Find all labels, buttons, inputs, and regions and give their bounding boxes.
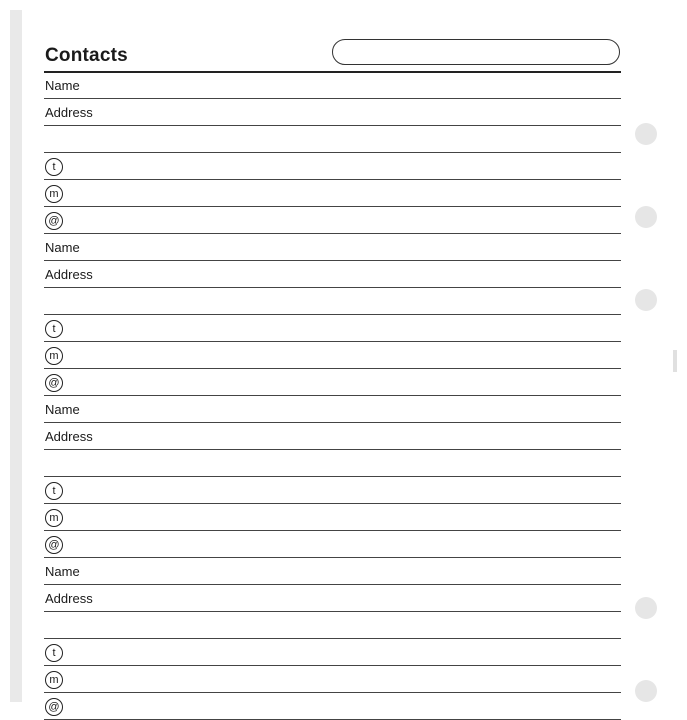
mobile-row[interactable] <box>44 180 621 207</box>
binder-spine <box>10 10 22 702</box>
mobile-row[interactable] <box>44 666 621 693</box>
mobile-row[interactable] <box>44 342 621 369</box>
mobile-icon: m <box>45 509 63 527</box>
telephone-icon: t <box>45 644 63 662</box>
contact-list <box>44 72 621 720</box>
email-icon: @ <box>45 536 63 554</box>
email-icon: @ <box>45 374 63 392</box>
punch-hole <box>635 206 657 228</box>
mobile-icon: m <box>45 347 63 365</box>
address-row[interactable] <box>44 99 621 126</box>
telephone-row[interactable] <box>44 153 621 180</box>
name-row[interactable] <box>44 558 621 585</box>
search-field[interactable] <box>332 39 620 65</box>
email-row[interactable] <box>44 369 621 396</box>
telephone-icon: t <box>45 320 63 338</box>
name-label: Name <box>45 564 80 579</box>
address-label: Address <box>45 267 93 282</box>
punch-hole <box>635 123 657 145</box>
address-label: Address <box>45 591 93 606</box>
telephone-row[interactable] <box>44 315 621 342</box>
email-icon: @ <box>45 212 63 230</box>
page-edge-mark <box>673 350 677 372</box>
address-row-continued[interactable] <box>44 288 621 315</box>
address-label: Address <box>45 429 93 444</box>
email-icon: @ <box>45 698 63 716</box>
punch-hole <box>635 680 657 702</box>
page-title: Contacts <box>45 45 128 66</box>
mobile-icon: m <box>45 671 63 689</box>
email-row[interactable] <box>44 207 621 234</box>
name-row[interactable] <box>44 72 621 99</box>
address-row[interactable] <box>44 423 621 450</box>
address-row-continued[interactable] <box>44 612 621 639</box>
address-row[interactable] <box>44 261 621 288</box>
email-row[interactable] <box>44 531 621 558</box>
telephone-icon: t <box>45 158 63 176</box>
mobile-row[interactable] <box>44 504 621 531</box>
address-label: Address <box>45 105 93 120</box>
name-label: Name <box>45 78 80 93</box>
name-row[interactable] <box>44 396 621 423</box>
telephone-row[interactable] <box>44 639 621 666</box>
address-row-continued[interactable] <box>44 126 621 153</box>
name-row[interactable] <box>44 234 621 261</box>
telephone-row[interactable] <box>44 477 621 504</box>
address-row[interactable] <box>44 585 621 612</box>
punch-hole <box>635 597 657 619</box>
name-label: Name <box>45 402 80 417</box>
name-label: Name <box>45 240 80 255</box>
punch-hole <box>635 289 657 311</box>
mobile-icon: m <box>45 185 63 203</box>
telephone-icon: t <box>45 482 63 500</box>
address-row-continued[interactable] <box>44 450 621 477</box>
